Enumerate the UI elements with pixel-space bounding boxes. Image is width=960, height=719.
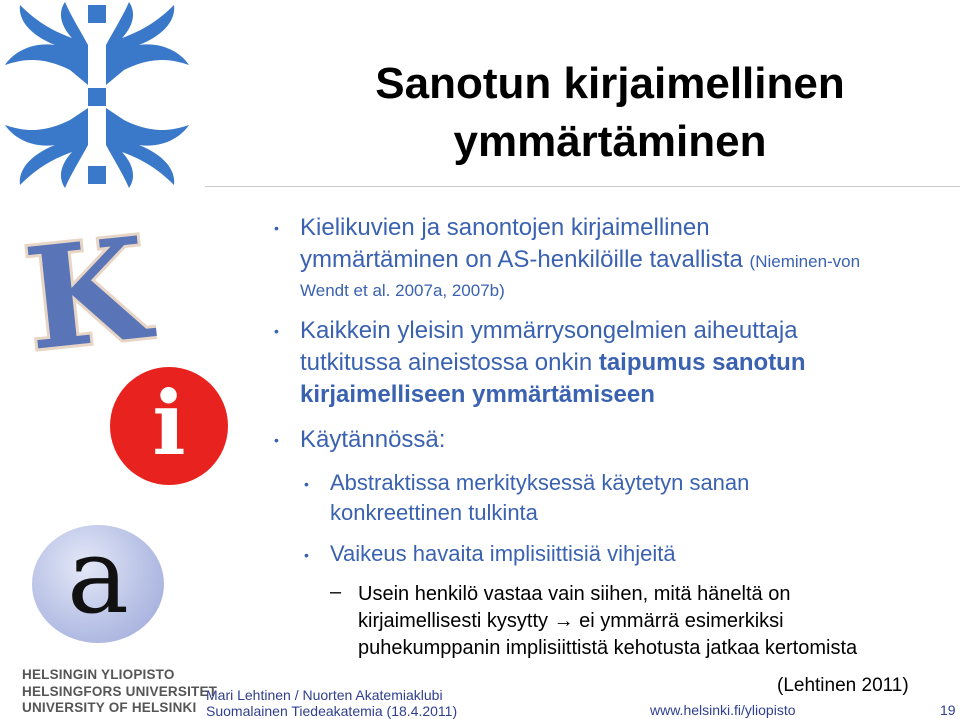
footer-event: Suomalainen Tiedeakatemia (18.4.2011) — [206, 703, 458, 719]
bullet-1-line1: Kielikuvien ja sanontojen kirjaimellinen — [300, 214, 710, 241]
k-letter-glyph: K — [18, 221, 157, 365]
university-name-fi: HELSINGIN YLIOPISTO — [22, 667, 175, 682]
bullet-marker: • — [274, 220, 279, 236]
letter-a-icon — [32, 515, 164, 643]
university-flame-logo — [0, 0, 200, 195]
footer-url: www.helsinki.fi/yliopisto — [650, 702, 796, 718]
bullet-2 — [300, 315, 955, 411]
info-icon — [110, 367, 228, 485]
bullet-1-citation-b: Wendt et al. 2007a, 2007b) — [300, 281, 505, 300]
sub-sub-bullet-line1: Usein henkilö vastaa vain siihen, mitä häneltä on — [358, 583, 791, 605]
sub-bullet-1-line2: konkreettinen tulkinta — [330, 500, 538, 525]
slide-title-line1: Sanotun kirjaimellinen — [375, 59, 845, 108]
sub-sub-bullet-line3: puhekumppanin implisiittistä kehotusta jatkaa kertomista — [358, 637, 858, 659]
arrow-icon: → — [553, 610, 574, 632]
sub-sub-bullet-line2a: kirjaimellisesti kysytty — [358, 610, 554, 632]
sub-sub-bullet-line2 — [358, 608, 953, 635]
k-letter-image — [16, 222, 159, 365]
slide-title-line2: ymmärtäminen — [453, 117, 767, 166]
bullet-3: Käytännössä: — [300, 426, 446, 453]
bullet-1 — [300, 212, 955, 304]
bullet-2-line2-normal: tutkitussa aineistossa onkin — [300, 349, 599, 376]
title-divider — [205, 186, 960, 187]
dash-marker: – — [330, 581, 342, 603]
bullet-1-line2-text: ymmärtäminen on AS-henkilöille tavallista — [300, 246, 743, 273]
info-icon-letter: i — [152, 371, 186, 475]
letter-a-glyph: a — [66, 515, 129, 637]
slide-title — [300, 55, 920, 171]
k-letter-icon — [16, 222, 159, 365]
bullet-1-line2 — [300, 244, 955, 278]
bullet-2-line2 — [300, 347, 955, 379]
university-name-sv: HELSINGFORS UNIVERSITET — [22, 684, 218, 699]
bullet-marker: • — [274, 323, 279, 339]
sub-bullet-1-line1: Abstraktissa merkityksessä käytetyn sanan — [330, 470, 750, 495]
bullet-marker: • — [274, 432, 279, 448]
sub-sub-bullet — [358, 581, 953, 662]
page-number: 19 — [940, 702, 956, 718]
bullet-1-citation-a: (Nieminen-von — [749, 252, 861, 271]
sub-sub-bullet-line2b: ei ymmärrä esimerkiksi — [573, 610, 784, 632]
university-name-en: UNIVERSITY OF HELSINKI — [22, 700, 197, 715]
sub-bullet-1 — [330, 468, 950, 528]
sub-bullet-marker: • — [304, 547, 309, 563]
sub-bullet-marker: • — [304, 476, 309, 492]
bullet-2-line1: Kaikkein yleisin ymmärrysongelmien aiheuttaja — [300, 317, 798, 344]
sub-bullet-2: Vaikeus havaita implisiittisiä vihjeitä — [330, 541, 676, 566]
citation: (Lehtinen 2011) — [777, 675, 909, 696]
bullet-2-line2-bold: taipumus sanotun — [598, 349, 806, 376]
bullet-2-line3: kirjaimelliseen ymmärtämiseen — [300, 381, 655, 408]
footer-author: Mari Lehtinen / Nuorten Akatemiaklubi — [206, 687, 443, 703]
